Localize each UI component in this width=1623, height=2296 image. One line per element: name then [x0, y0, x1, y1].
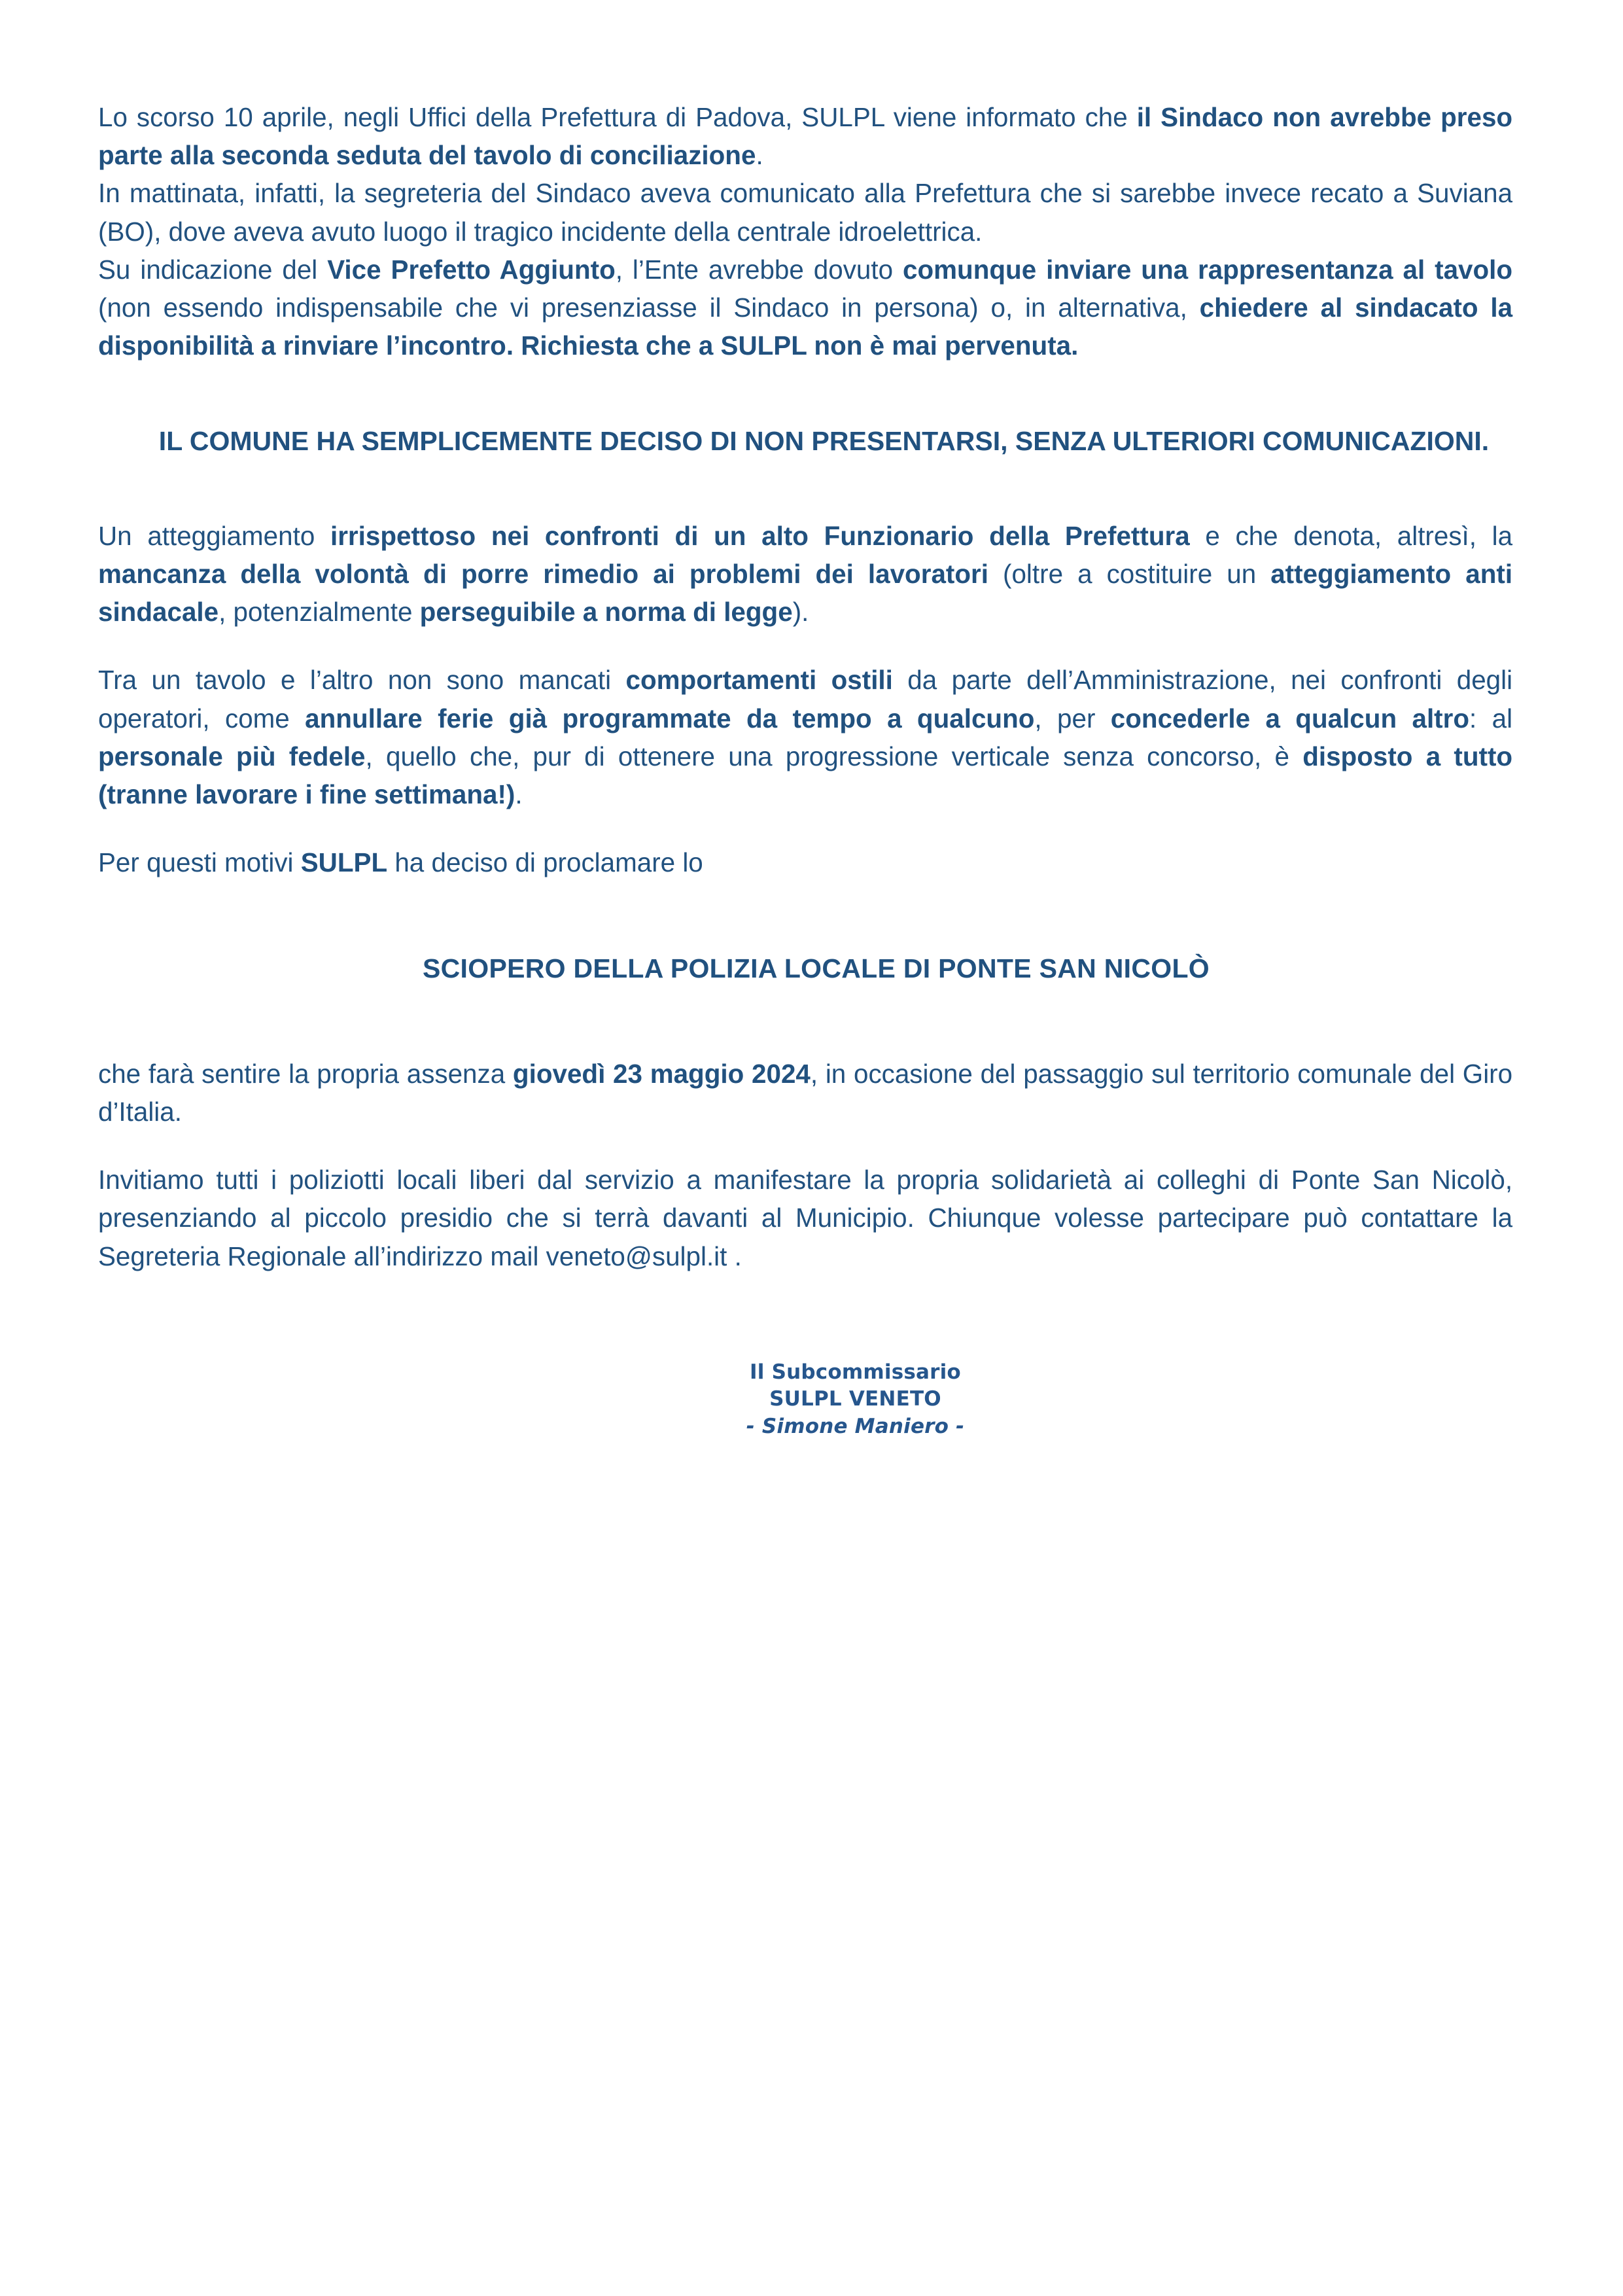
heading-sciopero-bold: SCIOPERO DELLA POLIZIA LOCALE DI PONTE SAN NICOLÒ [423, 953, 1210, 983]
signature-block [98, 1359, 1534, 1441]
p5-text-part11: . [515, 779, 523, 810]
p4-bold-mancanza-volonta: mancanza della volontà di porre rimedio ai problemi dei lavoratori [98, 558, 988, 589]
p5-text-part7: : al [1469, 703, 1513, 733]
p7-bold-data: giovedì 23 maggio 2024 [512, 1058, 811, 1089]
p5-bold-comportamenti-ostili: comportamenti ostili [625, 665, 893, 696]
heading-comune-period: . [1481, 425, 1490, 456]
spacer [98, 882, 1534, 923]
paragraph-comportamenti-ostili [98, 661, 1534, 813]
p1-text-part1: Lo scorso 10 aprile, negli Uffici della Prefettura di Padova, SULPL viene informato che [98, 102, 1137, 132]
p5-text-part1: Tra un tavolo e l’altro non sono mancati [98, 665, 626, 696]
p5-text-part9: , quello che, pur di ottenere una progressione verticale senza concorso, è [365, 741, 1303, 771]
signature-organization: SULPL VENETO [769, 1387, 941, 1411]
p3-bold-rappresentanza: comunque inviare una rappresentanza al tavolo [903, 254, 1513, 285]
p5-text-part3: da parte dell’Amministrazione, nei confronti degli operatori, come [98, 665, 1513, 733]
paragraph-atteggiamento-irrispettoso [98, 517, 1534, 631]
p7-text-part3: , in occasione del passaggio sul territorio comunale del Giro d’Italia. [98, 1058, 1513, 1127]
p5-bold-disposto-a-tutto: disposto a tutto (tranne lavorare i fine settimana!) [98, 741, 1513, 810]
p4-bold-perseguibile: perseguibile a norma di legge [419, 597, 793, 627]
paragraph-data-sciopero [98, 1055, 1534, 1131]
p4-text-part1: Un atteggiamento [98, 520, 330, 551]
p6-text-part1: Per questi motivi [98, 847, 301, 878]
paragraph-vice-prefetto [98, 251, 1534, 365]
p5-bold-annullare-ferie: annullare ferie già programmate da tempo a qualcuno [305, 703, 1035, 733]
p6-bold-sulpl: SULPL [300, 847, 388, 878]
p4-bold-irrispettoso: irrispettoso nei confronti di un alto Funzionario della Prefettura [330, 520, 1190, 551]
p6-text-part3: ha deciso di proclamare lo [387, 847, 703, 878]
p5-bold-concederle: concederle a qualcun altro [1110, 703, 1470, 733]
spacer [98, 1014, 1534, 1055]
p3-text-part5: (non essendo indispensabile che vi presenziasse il Sindaco in persona) o, in alternativa, [98, 292, 1200, 323]
p3-text-part1: Su indicazione del [98, 254, 328, 285]
heading-sciopero-polizia-locale [98, 949, 1534, 987]
p1-text-part3: . [756, 140, 763, 171]
paragraph-mattinata-suviana [98, 174, 1534, 250]
signature-role: Il Subcommissario [750, 1360, 961, 1384]
p3-bold-richiesta: chiedere al sindacato la disponibilità a rinviare l’incontro. Richiesta che a SULPL non è mai pervenuta. [98, 292, 1513, 361]
p8-text: Invitiamo tutti i poliziotti locali liberi dal servizio a manifestare la propria solidarietà ai colleghi di Ponte San Nicolò, presenziando al piccolo presidio che si terrà davanti al Municipio. Chiunque volesse partecipare può contattare la Segreteria Regionale all’indirizzo mail veneto@sulpl.it . [98, 1165, 1513, 1271]
p5-bold-personale-fedele: personale più fedele [98, 741, 366, 771]
spacer [98, 1131, 1534, 1161]
signature-name: - Simone Maniero - [746, 1414, 965, 1438]
p2-text: In mattinata, infatti, la segreteria del Sindaco aveva comunicato alla Prefettura che si sarebbe invece recato a Suviana (BO), dove aveva avuto luogo il tragico incidente della centrale idroelettrica. [98, 178, 1513, 247]
p7-text-part1: che farà sentire la propria assenza [98, 1058, 513, 1089]
p4-text-part9: ). [792, 597, 809, 627]
spacer [98, 813, 1534, 843]
p4-text-part3: e che denota, altresì, la [1189, 520, 1513, 551]
p1-bold-sindaco: il Sindaco non avrebbe preso parte alla seconda seduta del tavolo di conciliazione [98, 102, 1513, 171]
p4-text-part7: , potenzialmente [218, 597, 420, 627]
spacer [98, 631, 1534, 661]
p4-bold-anti-sindacale: atteggiamento anti sindacale [98, 558, 1513, 627]
paragraph-prefettura-informativa [98, 98, 1534, 174]
p5-text-part5: , per [1034, 703, 1111, 733]
spacer [98, 365, 1534, 395]
spacer [98, 487, 1534, 517]
paragraph-invito-presidio [98, 1161, 1534, 1275]
p3-text-part3: , l’Ente avrebbe dovuto [615, 254, 903, 285]
p4-text-part5: (oltre a costituire un [988, 558, 1271, 589]
p3-bold-vice-prefetto: Vice Prefetto Aggiunto [327, 254, 616, 285]
heading-comune-non-presentarsi [98, 422, 1534, 460]
heading-comune-bold: IL COMUNE HA SEMPLICEMENTE DECISO DI NON PRESENTARSI, SENZA ULTERIORI COMUNICAZIONI [158, 425, 1482, 456]
paragraph-proclamazione [98, 843, 1534, 881]
